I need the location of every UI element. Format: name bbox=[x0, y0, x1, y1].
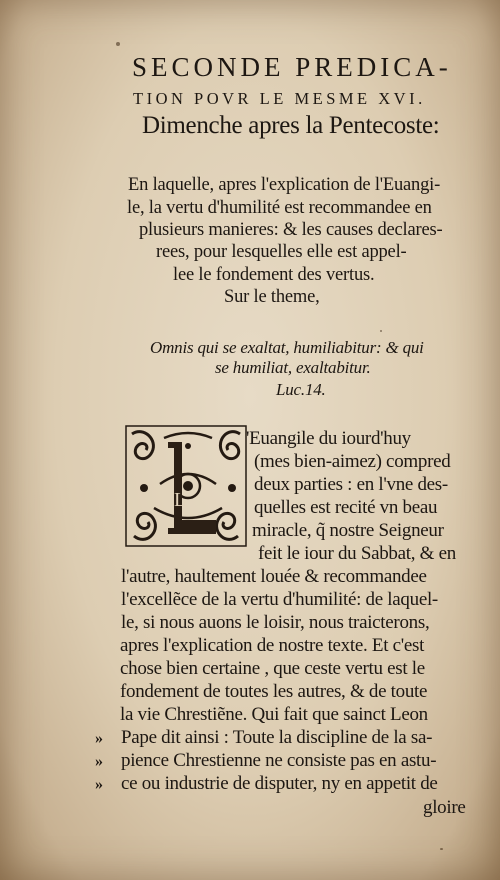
body-line-12: fondement de toutes les autres, & de toute bbox=[120, 681, 428, 702]
body-line-13: la vie Chrestiẽne. Qui fait que sainct Leon bbox=[120, 704, 428, 725]
intro-line-2: le, la vertu d'humilité est recommandee en bbox=[127, 198, 432, 218]
body-line-3: deux parties : en l'vne des- bbox=[254, 474, 448, 495]
body-line-6: feit le iour du Sabbat, & en bbox=[258, 543, 456, 564]
body-line-2: (mes bien-aimez) compred bbox=[254, 451, 451, 472]
body-line-16: ce ou industrie de disputer, ny en appetit de bbox=[121, 773, 438, 794]
body-line-8: l'excellẽce de la vertu d'humilité: de laquel- bbox=[121, 589, 438, 610]
body-line-9: le, si nous auons le loisir, nous traicterons, bbox=[121, 612, 430, 633]
body-line-5: miracle, q̃ nostre Seigneur bbox=[252, 520, 444, 541]
body-line-1: 'Euangile du iourd'huy bbox=[246, 428, 411, 449]
scripture-reference: Luc.14. bbox=[276, 380, 326, 399]
body-line-4: quelles est recité vn beau bbox=[254, 497, 438, 518]
ink-fleck bbox=[380, 330, 382, 332]
heading-line-3: Dimenche apres la Pentecoste: bbox=[142, 112, 440, 139]
heading-line-2: TION POVR LE MESME XVI. bbox=[133, 89, 426, 108]
intro-line-1: En laquelle, apres l'explication de l'Euangi- bbox=[128, 175, 441, 195]
scripture-quote-line-1: Omnis qui se exaltat, humiliabitur: & qui bbox=[150, 338, 424, 357]
scripture-quote-line-2: se humiliat, exaltabitur. bbox=[215, 358, 371, 377]
heading-line-1: SECONDE PREDICA- bbox=[132, 52, 452, 82]
intro-line-5: lee le fondement des vertus. bbox=[173, 265, 375, 285]
body-line-14: Pape dit ainsi : Toute la discipline de la sa- bbox=[121, 727, 433, 748]
quotation-mark: » bbox=[95, 730, 103, 747]
quotation-mark: » bbox=[95, 776, 103, 793]
catchword: gloire bbox=[423, 797, 466, 818]
ornamental-initial-L bbox=[124, 424, 254, 552]
body-line-7: l'autre, haultement louée & recommandee bbox=[121, 566, 427, 587]
intro-line-3: plusieurs manieres: & les causes declares- bbox=[139, 220, 443, 240]
body-line-15: pience Chrestienne ne consiste pas en astu- bbox=[121, 750, 437, 771]
body-line-11: chose bien certaine , que ceste vertu est le bbox=[120, 658, 425, 679]
ink-fleck bbox=[116, 42, 120, 46]
intro-line-4: rees, pour lesquelles elle est appel- bbox=[156, 242, 407, 262]
ink-fleck bbox=[440, 848, 443, 850]
body-line-10: apres l'explication de nostre texte. Et c'est bbox=[120, 635, 425, 656]
quotation-mark: » bbox=[95, 753, 103, 770]
dropcap-letter: L bbox=[174, 489, 187, 511]
intro-line-6: Sur le theme, bbox=[224, 287, 320, 307]
